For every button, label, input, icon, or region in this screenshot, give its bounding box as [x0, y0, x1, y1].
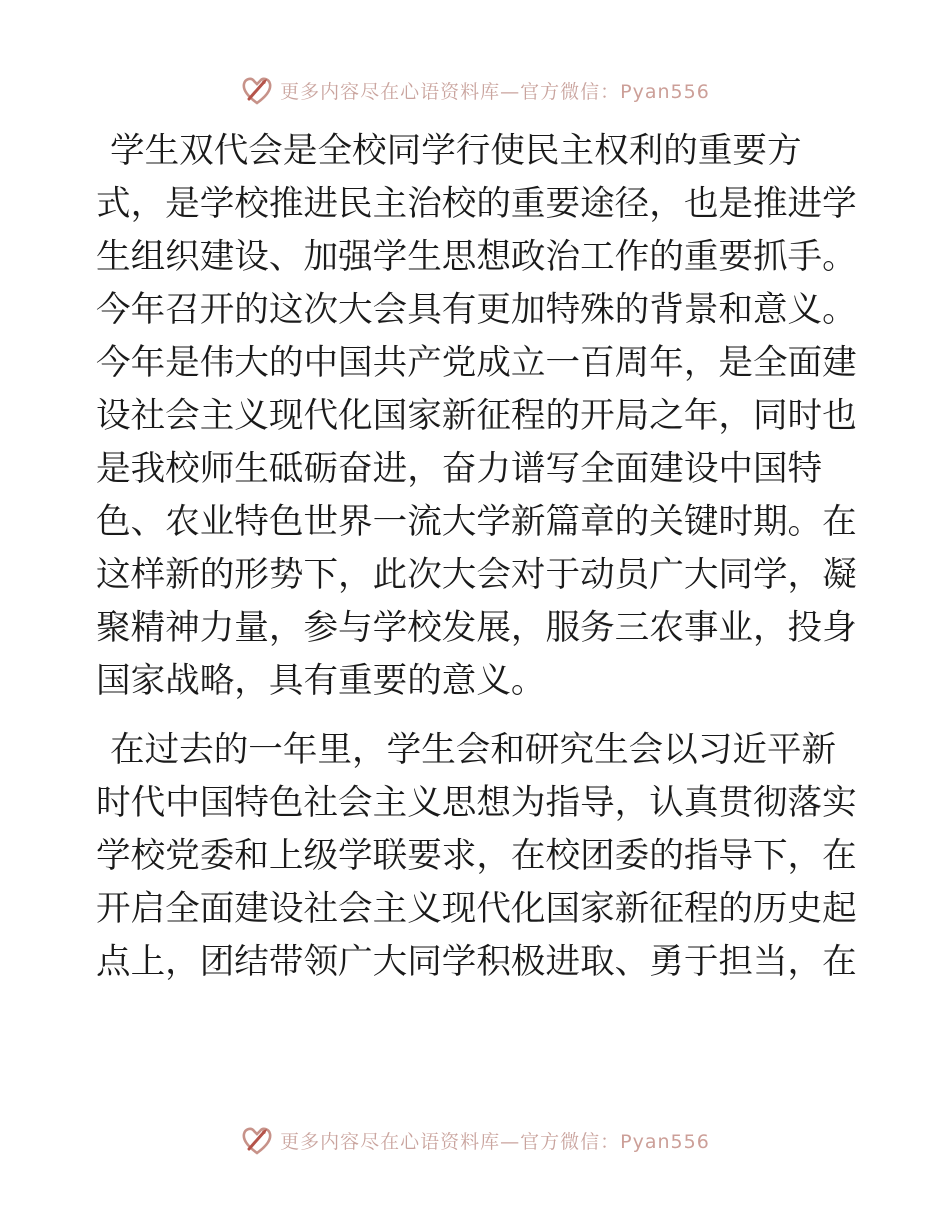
text-line: 点上，团结带领广大同学积极进取、勇于担当，在 — [96, 942, 857, 982]
footer-banner — [0, 1120, 950, 1160]
text-line: 色、农业特色世界一流大学新篇章的关键时期。在 — [96, 502, 857, 542]
text-line: 开启全面建设社会主义现代化国家新征程的历史起 — [96, 889, 857, 929]
text-line: 聚精神力量，参与学校发展，服务三农事业，投身 — [96, 608, 857, 648]
header-text: 更多内容尽在心语资料库—官方微信：Pyan556 — [280, 80, 710, 103]
text-line: 今年是伟大的中国共产党成立一百周年，是全面建 — [96, 343, 857, 383]
text-line: 国家战略，具有重要的意义。 — [96, 661, 546, 701]
text-line: 在过去的一年里，学生会和研究生会以习近平新 — [110, 730, 837, 770]
text-line: 学生双代会是全校同学行使民主权利的重要方 — [110, 131, 802, 171]
text-line: 这样新的形势下，此次大会对于动员广大同学，凝 — [96, 555, 857, 595]
paragraph-1 — [96, 125, 856, 708]
text-line: 学校党委和上级学联要求，在校团委的指导下，在 — [96, 836, 857, 876]
text-line: 生组织建设、加强学生思想政治工作的重要抓手。 — [96, 237, 857, 277]
paragraph-2 — [96, 724, 856, 989]
text-line: 今年召开的这次大会具有更加特殊的背景和意义。 — [96, 290, 857, 330]
heart-pen-logo-icon — [240, 1123, 274, 1157]
text-line: 时代中国特色社会主义思想为指导，认真贯彻落实 — [96, 783, 857, 823]
heart-pen-logo-icon — [240, 73, 274, 107]
text-line: 设社会主义现代化国家新征程的开局之年，同时也 — [96, 396, 857, 436]
document-body — [96, 125, 856, 1005]
text-line: 是我校师生砥砺奋进，奋力谱写全面建设中国特 — [96, 449, 823, 489]
footer-text: 更多内容尽在心语资料库—官方微信：Pyan556 — [280, 1130, 710, 1153]
header-banner — [0, 70, 950, 110]
text-line: 式，是学校推进民主治校的重要途径，也是推进学 — [96, 184, 857, 224]
